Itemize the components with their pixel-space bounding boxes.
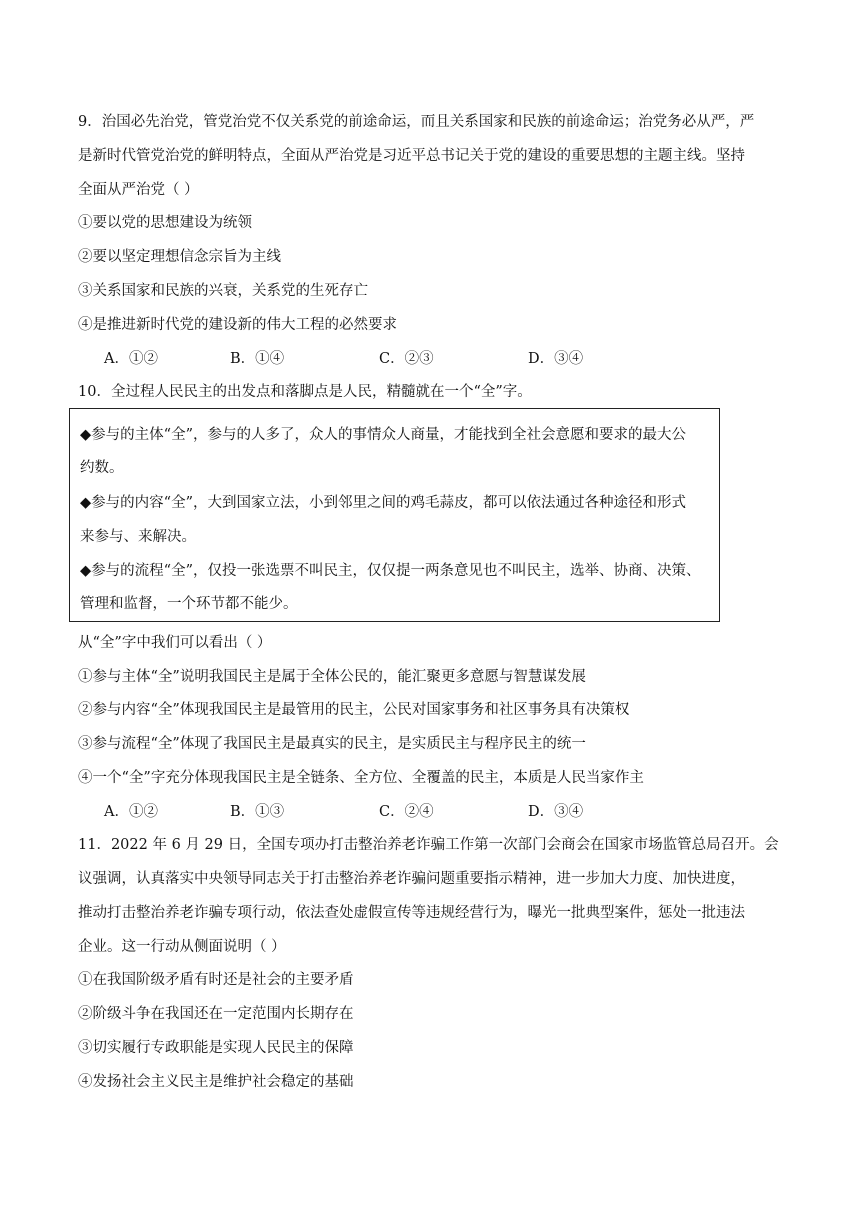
q9-item-1: ①要以党的思想建设为统领 <box>78 215 252 231</box>
q11-stem-line-3: 推动打击整治养老诈骗专项行动，依法查处虚假宣传等违规经营行为，曝光一批典型案件，惩处一批违法 <box>78 905 745 921</box>
q11-stem-line-4: 企业。这一行动从侧面说明（ ） <box>78 939 286 955</box>
q10-option-a: A．①② <box>104 804 158 820</box>
q10-option-d: D．③④ <box>528 804 584 820</box>
q11-item-1: ①在我国阶级矛盾有时还是社会的主要矛盾 <box>78 972 354 988</box>
q10-item-1: ①参与主体“全”说明我国民主是属于全体公民的，能汇聚更多意愿与智慧谋发展 <box>78 669 586 685</box>
q9-item-4: ④是推进新时代党的建设新的伟大工程的必然要求 <box>78 317 397 333</box>
q9-option-b: B．①④ <box>230 351 285 367</box>
q10-option-c: C．②④ <box>379 804 434 820</box>
q9-item-3: ③关系国家和民族的兴衰，关系党的生死存亡 <box>78 283 368 299</box>
q9-stem-line-1: 9．治国必先治党，管党治党不仅关系党的前途命运，而且关系国家和民族的前途命运；治党务必从严，严 <box>78 114 755 130</box>
q10-options <box>0 802 860 822</box>
q10-box-line-3: ◆参与的内容“全”，大到国家立法，小到邻里之间的鸡毛蒜皮，都可以依法通过各种途径和形式 <box>80 495 686 511</box>
q9-stem-line-3: 全面从严治党（ ） <box>78 182 199 198</box>
q10-box-line-4: 来参与、来解决。 <box>80 529 196 545</box>
q11-stem-line-2: 议强调，认真落实中央领导同志关于打击整治养老诈骗问题重要指示精神，进一步加大力度、加快进度， <box>78 871 745 887</box>
q9-option-a: A．①② <box>104 351 158 367</box>
q11-item-3: ③切实履行专政职能是实现人民民主的保障 <box>78 1040 354 1056</box>
q11-item-2: ②阶级斗争在我国还在一定范围内长期存在 <box>78 1006 354 1022</box>
q10-item-2: ②参与内容“全”体现我国民主是最管用的民主，公民对国家事务和社区事务具有决策权 <box>78 702 630 718</box>
q10-box-line-6: 管理和监督，一个环节都不能少。 <box>80 596 298 612</box>
q10-material-box <box>69 408 720 622</box>
q9-options <box>0 349 860 369</box>
q11-stem-line-1: 11．2022 年 6 月 29 日，全国专项办打击整治养老诈骗工作第一次部门会商会在国家市场监管总局召开。会 <box>78 837 779 853</box>
q10-item-3: ③参与流程“全”体现了我国民主是最真实的民主，是实质民主与程序民主的统一 <box>78 736 586 752</box>
q9-option-c: C．②③ <box>379 351 434 367</box>
q10-option-b: B．①③ <box>230 804 285 820</box>
q9-option-d: D．③④ <box>528 351 584 367</box>
q10-box-line-1: ◆参与的主体“全”，参与的人多了，众人的事情众人商量，才能找到全社会意愿和要求的最大公 <box>80 427 686 443</box>
q11-item-4: ④发扬社会主义民主是维护社会稳定的基础 <box>78 1074 354 1090</box>
q9-item-2: ②要以坚定理想信念宗旨为主线 <box>78 249 281 265</box>
q9-stem-line-2: 是新时代管党治党的鲜明特点，全面从严治党是习近平总书记关于党的建设的重要思想的主题主线。坚持 <box>78 148 745 164</box>
q10-box-line-2: 约数。 <box>80 460 124 476</box>
q10-question: 从“全”字中我们可以看出（ ） <box>78 635 272 651</box>
q10-stem: 10．全过程人民民主的出发点和落脚点是人民，精髓就在一个“全”字。 <box>78 384 532 400</box>
q10-item-4: ④一个“全”字充分体现我国民主是全链条、全方位、全覆盖的民主，本质是人民当家作主 <box>78 770 644 786</box>
q10-box-line-5: ◆参与的流程“全”，仅投一张选票不叫民主，仅仅提一两条意见也不叫民主，选举、协商、决策、 <box>80 563 701 579</box>
